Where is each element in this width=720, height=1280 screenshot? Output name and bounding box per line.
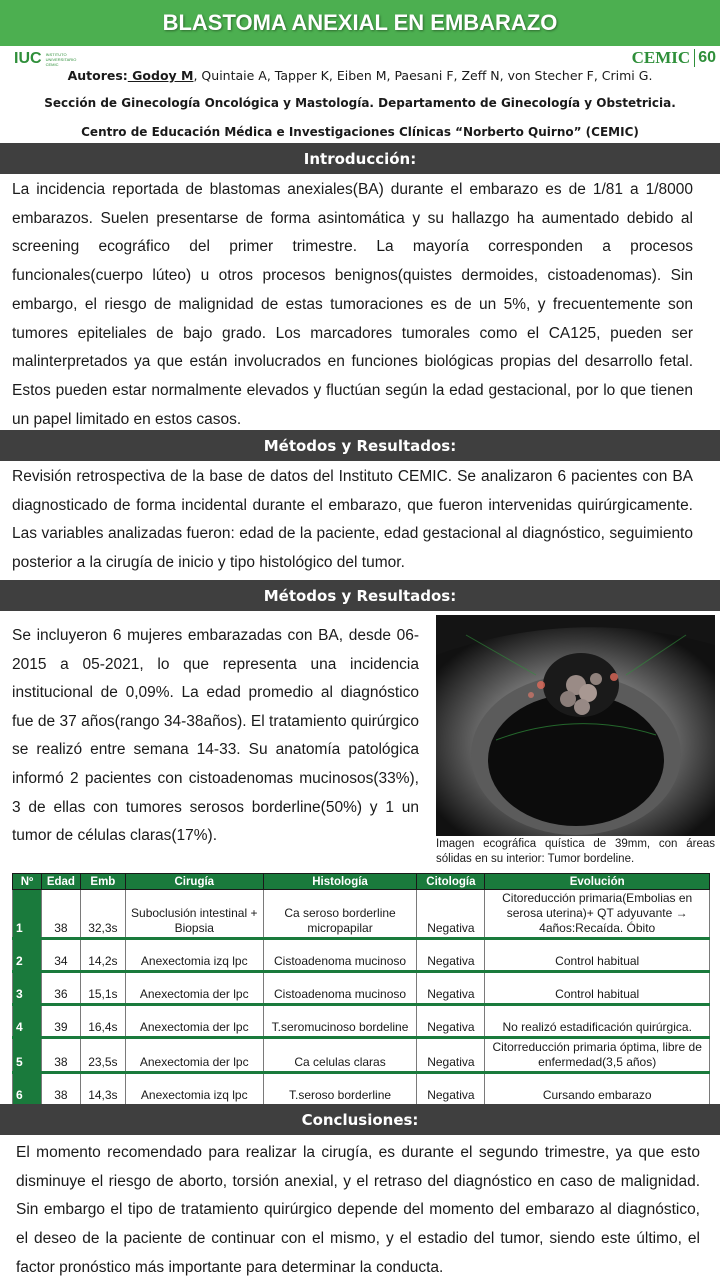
cell-pregnancy: 23,5s	[80, 1038, 125, 1073]
methods-header: Métodos y Resultados:	[0, 430, 720, 461]
table-row	[13, 972, 710, 1005]
cell-histology: Ca seroso borderline micropapilar	[263, 890, 417, 939]
cell-age: 39	[41, 1005, 80, 1038]
cemic-logo	[632, 48, 716, 68]
cell-surgery: Anexectomia izq lpc	[125, 939, 263, 972]
row-number: 4	[13, 1005, 42, 1038]
cell-histology: Cistoadenoma mucinoso	[263, 939, 417, 972]
cell-evolution: Control habitual	[485, 939, 710, 972]
cell-evolution: Citoreducción primaria(Embolias en serosa uterina)+ QT adyuvante → 4años:Recaída. Óbito	[485, 890, 710, 939]
anniversary-badge: 60	[694, 49, 716, 67]
cell-evolution: Citorreducción primaria óptima, libre de enfermedad(3,5 años)	[485, 1038, 710, 1073]
row-number: 5	[13, 1038, 42, 1073]
results-text: Se incluyeron 6 mujeres embarazadas con BA, desde 06-2015 a 05-2021, lo que representa una incidencia institucional de 0,09%. La edad promedio al diagnóstico fue de 37 años(rango 34-38años). El tratamiento quirúrgico se realizó entre semana 14-33. Su anatomía patológica informó 2 pacientes con cistoadenomas mucinosos(33%), 3 de ellas con tumores serosos borderline(50%) y 1 un tumor de células claras(17%).	[12, 627, 419, 845]
image-caption: Imagen ecográfica quística de 39mm, con áreas sólidas en su interior: Tumor bordeline.	[436, 838, 715, 865]
row-number: 3	[13, 972, 42, 1005]
intro-header: Introducción:	[0, 143, 720, 174]
cell-surgery: Anexectomia izq lpc	[125, 1073, 263, 1106]
col-evolution: Evolución	[485, 874, 710, 890]
conclusions-text: El momento recomendado para realizar la cirugía, es durante el segundo trimestre, ya que esto disminuye el riesgo de aborto, torsión anexial, y el retraso del diagnóstico en caso de malignidad. Sin embargo el tipo de tratamiento quirúrgico depende del momento del embarazo al diagnóstico, el deseo de la paciente de continuar con el mismo, y el estadio del tumor, siendo este último, el factor pronóstico más importante para determinar la conducta.	[16, 1144, 700, 1276]
authors-line	[0, 68, 720, 83]
cell-pregnancy: 32,3s	[80, 890, 125, 939]
cell-age: 38	[41, 1038, 80, 1073]
cell-cytology: Negativa	[417, 1038, 485, 1073]
cell-pregnancy: 14,3s	[80, 1073, 125, 1106]
table-row	[13, 1005, 710, 1038]
cell-surgery: Suboclusión intestinal + Biopsia	[125, 890, 263, 939]
cell-histology: Ca celulas claras	[263, 1038, 417, 1073]
iuc-logo-subtext: INSTITUTO UNIVERSITARIO CEMIC	[45, 51, 77, 67]
cell-evolution: Control habitual	[485, 972, 710, 1005]
cell-evolution: Cursando embarazo	[485, 1073, 710, 1106]
results-header: Métodos y Resultados:	[0, 580, 720, 611]
cell-histology: T.seromucinoso bordeline	[263, 1005, 417, 1038]
table-row	[13, 939, 710, 972]
cell-histology: Cistoadenoma mucinoso	[263, 972, 417, 1005]
iuc-logo	[14, 50, 77, 68]
cell-age: 38	[41, 1073, 80, 1106]
cell-pregnancy: 16,4s	[80, 1005, 125, 1038]
table-row	[13, 890, 710, 939]
other-authors: , Quintaie A, Tapper K, Eiben M, Paesani F, Zeff N, von Stecher F, Crimi G.	[193, 68, 653, 83]
ultrasound-image	[436, 615, 715, 836]
cell-histology: T.seroso borderline	[263, 1073, 417, 1106]
col-histology: Histología	[263, 874, 417, 890]
cell-surgery: Anexectomia der lpc	[125, 1038, 263, 1073]
poster-title: BLASTOMA ANEXIAL EN EMBARAZO	[0, 0, 720, 46]
cell-age: 34	[41, 939, 80, 972]
affiliation-institution: Centro de Educación Médica e Investigaciones Clínicas “Norberto Quirno” (CEMIC)	[81, 125, 639, 139]
cell-pregnancy: 15,1s	[80, 972, 125, 1005]
cell-evolution: No realizó estadificación quirúrgica.	[485, 1005, 710, 1038]
row-number: 6	[13, 1073, 42, 1106]
col-pregnancy: Emb	[80, 874, 125, 890]
table-header-row	[13, 874, 710, 890]
iuc-logo-text: IUC	[14, 50, 42, 67]
cell-cytology: Negativa	[417, 1073, 485, 1106]
col-cytology: Citología	[417, 874, 485, 890]
row-number: 1	[13, 890, 42, 939]
cell-cytology: Negativa	[417, 1005, 485, 1038]
table-row	[13, 1038, 710, 1073]
cell-cytology: Negativa	[417, 972, 485, 1005]
cell-pregnancy: 14,2s	[80, 939, 125, 972]
cemic-logo-text: CEMIC	[631, 48, 691, 67]
table-row	[13, 1073, 710, 1106]
methods-text: Revisión retrospectiva de la base de datos del Instituto CEMIC. Se analizaron 6 pacientes con BA diagnosticado de forma incidental durante el embarazo, que fueron intervenidas quirúrgicamente. Las variables analizadas fueron: edad de la paciente, edad gestacional al diagnóstico, seguimiento posterior a la cirugía de inicio y tipo histológico del tumor.	[12, 468, 693, 572]
first-author: Godoy M	[127, 68, 194, 83]
cell-age: 38	[41, 890, 80, 939]
cell-surgery: Anexectomia der lpc	[125, 972, 263, 1005]
intro-text: La incidencia reportada de blastomas anexiales(BA) durante el embarazo es de 1/81 a 1/8000 embarazos. Suelen presentarse de forma asintomática y su hallazgo ha aumentado debido al screening ecográfico del primer trimestre. La mayoría corresponden a procesos funcionales(cuerpo lúteo) u otros procesos benignos(quistes dermoides, cistoadenomas). Sin embargo, el riesgo de malignidad de estas tumoraciones es de un 5%, y frecuentemente son tumores epiteliales de bajo grado. Los marcadores tumorales como el CA125, pueden ser malinterpretados ya que están involucrados en funciones biológicas propias del desarrollo fetal. Estos pueden estar normalmente elevados y fluctúan según la edad gestacional, por lo que tienen un papel limitado en estos casos.	[12, 181, 693, 428]
cell-cytology: Negativa	[417, 939, 485, 972]
conclusions-header: Conclusiones:	[0, 1104, 720, 1135]
cell-cytology: Negativa	[417, 890, 485, 939]
cell-age: 36	[41, 972, 80, 1005]
results-table	[12, 873, 710, 1107]
authors-label: Autores:	[67, 68, 128, 83]
cell-surgery: Anexectomia der lpc	[125, 1005, 263, 1038]
col-surgery: Cirugía	[125, 874, 263, 890]
row-number: 2	[13, 939, 42, 972]
col-number: Nº	[13, 874, 42, 890]
affiliation-department: Sección de Ginecología Oncológica y Mastología. Departamento de Ginecología y Obstetricia.	[44, 96, 676, 110]
ultrasound-graphic	[436, 615, 715, 836]
col-age: Edad	[41, 874, 80, 890]
